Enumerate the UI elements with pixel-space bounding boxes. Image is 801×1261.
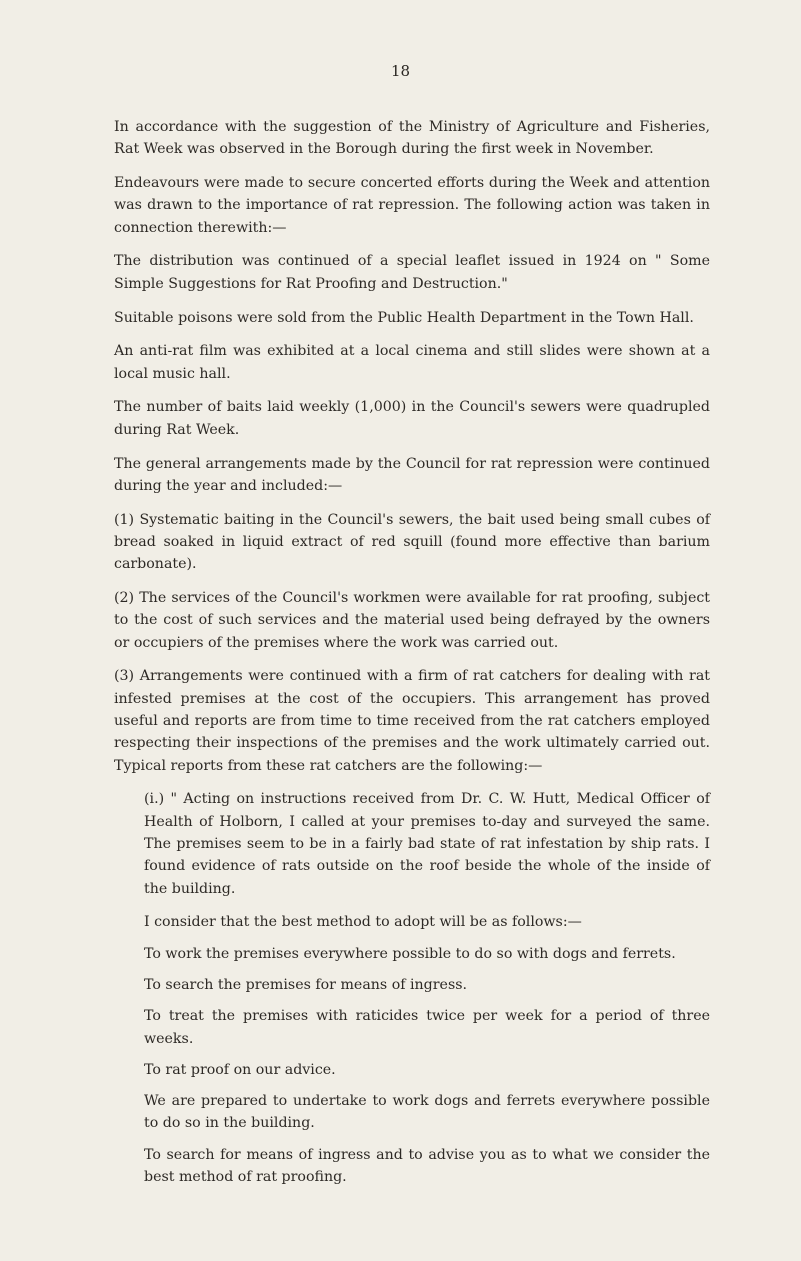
report-paragraph: To work the premises everywhere possible to do so with dogs and ferrets. [144,945,676,962]
body-text [114,116,710,1197]
report-paragraph: To search for means of ingress and to advise you as to what we consider the best method of rat proofing. [144,1146,710,1186]
list-item: (2) The services of the Council's workmen were available for rat proofing, subject to the cost of such services and the material used being defrayed by the owners or occupiers of the premises where the work was carried out. [114,590,710,651]
report-paragraph: I consider that the best method to adopt will be as follows:— [144,914,582,931]
paragraph: The general arrangements made by the Council for rat repression were continued during the year and included:— [114,455,710,494]
paragraph: Endeavours were made to secure concerted efforts during the Week and attention was drawn to the importance of rat repression. The following action was taken in connection therewith:— [114,175,710,236]
report-paragraph: We are prepared to undertake to work dogs and ferrets everywhere possible to do so in the building. [144,1093,710,1132]
report-paragraph: To rat proof on our advice. [144,1061,336,1078]
paragraph: The distribution was continued of a special leaflet issued in 1924 on " Some Simple Suggestions for Rat Proofing and Destruction." [114,253,710,292]
paragraph: The number of baits laid weekly (1,000) in the Council's sewers were quadrupled during Rat Week. [114,399,710,438]
report-paragraph: To treat the premises with raticides twice per week for a period of three weeks. [144,1008,710,1047]
report-paragraph: To search the premises for means of ingress. [144,977,468,993]
paragraph: In accordance with the suggestion of the Ministry of Agriculture and Fisheries, Rat Week was observed in the Borough during the first week in November. [114,119,710,158]
list-item: (3) Arrangements were continued with a firm of rat catchers for dealing with rat infested premises at the cost of the occupiers. This arrangement has proved useful and reports are from time to time received from the rat catchers employed respecting their inspections of the premises and the work ultimately carried out. Typical reports from these rat catchers are the following:— [114,668,710,774]
page-number: 18 [390,62,411,80]
paragraph: An anti-rat film was exhibited at a local cinema and still slides were shown at a local music hall. [114,343,710,382]
list-item: (1) Systematic baiting in the Council's sewers, the bait used being small cubes of bread soaked in liquid extract of red squill (found more effective than barium carbonate). [114,511,710,573]
report-paragraph: (i.) " Acting on instructions received from Dr. C. W. Hutt, Medical Officer of Health of Holborn, I called at your premises to-day and surveyed the same. The premises seem to be in a fairly bad state of rat infestation by ship rats. I found evidence of rats outside on the roof beside the whole of the inside of the building. [144,791,710,897]
paragraph: Suitable poisons were sold from the Public Health Department in the Town Hall. [114,309,694,326]
